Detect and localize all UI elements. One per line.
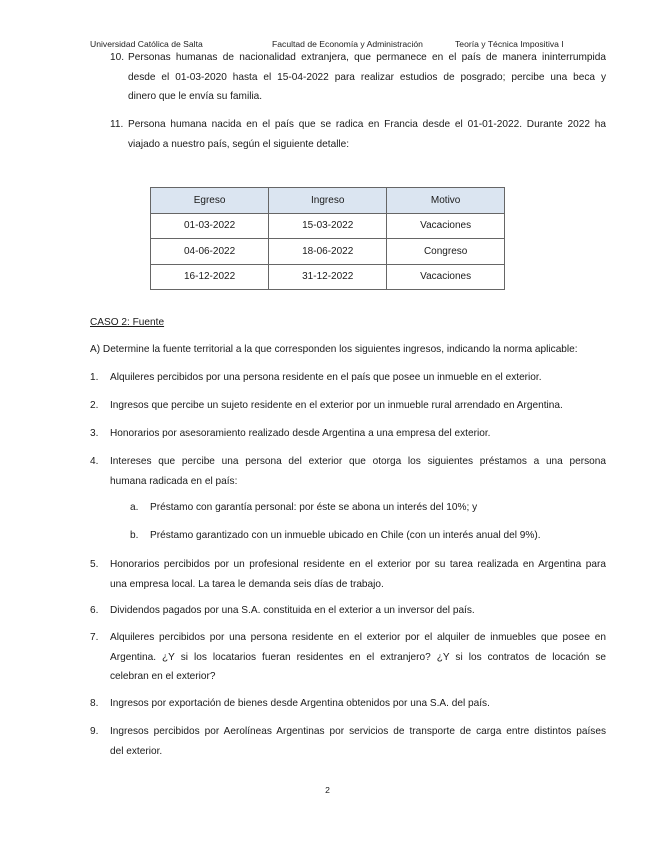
table-cell: Congreso [387, 239, 505, 265]
item-number: 5. [90, 559, 99, 570]
list-item [90, 368, 606, 388]
item-number: 11. [110, 119, 124, 130]
subitem-text: Préstamo garantizado con un inmueble ubicado en Chile (con un interés anual del 9%). [150, 530, 541, 541]
list-item [90, 722, 606, 761]
item-text-line: Ingresos por exportación de bienes desde Argentina obtenidos por una S.A. del país. [110, 698, 490, 709]
list-item [90, 452, 606, 491]
header-university: Universidad Católica de Salta [90, 39, 203, 49]
item-text-line: Argentina. ¿Y si los locatarios fueran residentes en el extranjero? ¿Y si los contratos de locación se [110, 651, 606, 663]
item-text-line: Alquileres percibidos por una persona residente en el exterior por el alquiler de inmuebles que posee en [110, 632, 606, 643]
table-cell: 18-06-2022 [269, 239, 387, 265]
table-row [151, 213, 505, 239]
list-item [90, 628, 606, 687]
table-header-row [151, 188, 505, 214]
list-item [90, 115, 606, 154]
item-text-line: dinero que le envía su familia. [128, 91, 263, 102]
list-item [90, 601, 606, 621]
item-text-line: celebran en el exterior? [110, 671, 216, 682]
table-row [151, 264, 505, 290]
table-row [151, 239, 505, 265]
page-number: 2 [325, 785, 330, 795]
column-header: Ingreso [269, 188, 387, 214]
item-number: 3. [90, 428, 99, 439]
table-cell: 16-12-2022 [151, 264, 269, 290]
column-header: Motivo [387, 188, 505, 214]
sub-list-item [90, 526, 606, 546]
subitem-letter: a. [130, 502, 139, 513]
item-text-line: Honorarios percibidos por un profesional residente en el exterior por su tarea realizada en Argentina para [110, 559, 606, 570]
item-number: 2. [90, 400, 99, 411]
header-faculty: Facultad de Economía y Administración [272, 39, 423, 49]
travel-table [150, 187, 505, 290]
table-cell: 01-03-2022 [151, 213, 269, 239]
list-item [90, 694, 606, 714]
item-text-line: del exterior. [110, 745, 163, 757]
item-text-line: Dividendos pagados por una S.A. constituida en el exterior a un inversor del país. [110, 605, 475, 616]
case-title: CASO 2: Fuente [90, 317, 165, 328]
item-number: 1. [90, 372, 99, 383]
item-text-line: Personas humanas de nacionalidad extranjera, que permanece en el país de manera ininterrumpida [128, 52, 606, 63]
item-text-line: Persona humana nacida en el país que se radica en Francia desde el 01-01-2022. Durante 2022 ha [128, 119, 606, 130]
case-intro: A) Determine la fuente territorial a la que corresponden los siguientes ingresos, indicando la norma aplicable: [90, 344, 578, 355]
table-cell: 15-03-2022 [269, 213, 387, 239]
item-text-line: Intereses que percibe una persona del exterior que otorga los siguientes préstamos a una persona [110, 456, 606, 467]
item-number: 4. [90, 456, 99, 467]
item-text-line: Ingresos percibidos por Aerolíneas Argentinas por servicios de transporte de carga entre distintos países [110, 726, 606, 737]
list-item [90, 555, 606, 594]
sub-list-item [90, 498, 606, 518]
list-item [90, 424, 606, 444]
item-text-line: Honorarios por asesoramiento realizado desde Argentina a una empresa del exterior. [110, 428, 491, 439]
item-text-line: una empresa local. La tarea le demanda seis días de trabajo. [110, 578, 384, 590]
item-text-line: viajado a nuestro país, según el siguiente detalle: [128, 138, 350, 150]
list-item [90, 396, 606, 416]
table-cell: 04-06-2022 [151, 239, 269, 265]
table-cell: Vacaciones [387, 264, 505, 290]
item-number: 9. [90, 726, 99, 737]
table-cell: Vacaciones [387, 213, 505, 239]
table-cell: 31-12-2022 [269, 264, 387, 290]
item-text-line: Alquileres percibidos por una persona residente en el país que posee un inmueble en el exterior. [110, 372, 542, 383]
header-course: Teoría y Técnica Impositiva I [455, 39, 564, 49]
item-number: 10. [110, 52, 125, 63]
list-item [90, 48, 606, 107]
item-number: 6. [90, 605, 99, 616]
item-text-line: Ingresos que percibe un sujeto residente en el exterior por un inmueble rural arrendado en Argentina. [110, 400, 563, 411]
item-text-line: humana radicada en el país: [110, 475, 238, 487]
column-header: Egreso [151, 188, 269, 214]
item-text-line: desde el 01-03-2020 hasta el 15-04-2022 para realizar estudios de posgrado; percibe una beca y [128, 71, 606, 83]
subitem-text: Préstamo con garantía personal: por éste se abona un interés del 10%; y [150, 502, 478, 513]
subitem-letter: b. [130, 530, 139, 541]
item-number: 8. [90, 698, 99, 709]
item-number: 7. [90, 632, 99, 643]
